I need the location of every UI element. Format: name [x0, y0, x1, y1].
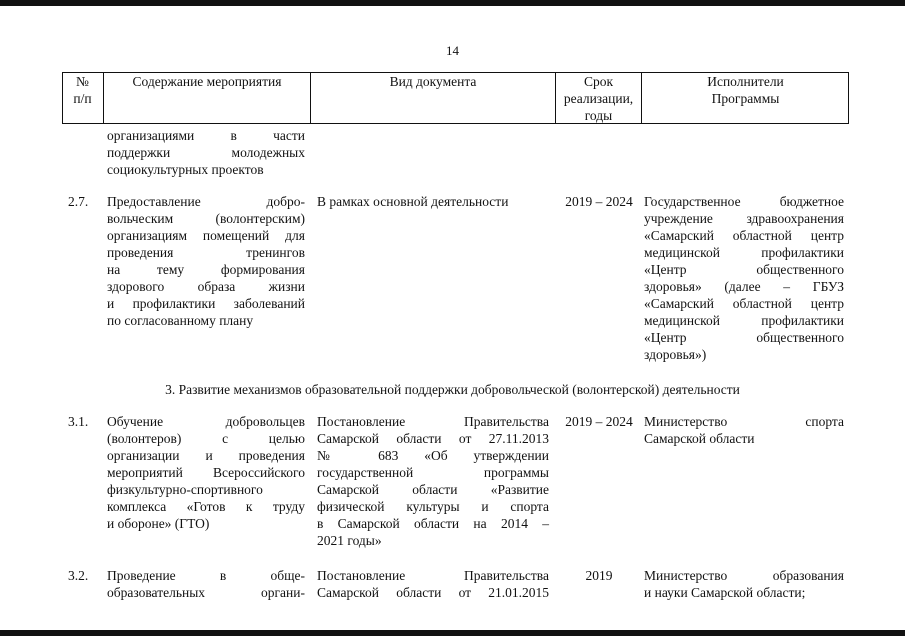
row-content-cell: Предоставление добро- вольческим (волонтерским) организациям помещений для проведения тренингов на тему формирования здорового образа жизни и профилактики заболеваний по согласованному плану — [107, 194, 305, 328]
row-number: 2.7. — [68, 194, 89, 209]
row-document-cell: Постановление Правительства Самарской области от 27.11.2013 № 683 «Об утверждении государственной программы Самарской области «Развитие физической культуры и спорта в Самарской области на 2014 – 2021 годы» — [317, 414, 549, 548]
header-col-exec: Исполнители Программы — [707, 74, 784, 106]
row-document-cell: В рамках основной деятельности — [317, 194, 509, 209]
top-border-rule — [0, 0, 905, 6]
header-col-num: № п/п — [73, 74, 92, 106]
row-number: 3.1. — [68, 414, 89, 429]
row-executor-cell: Министерство образования и науки Самарской области; — [644, 568, 844, 600]
row-content-cell: Проведение в обще- образовательных органи- — [107, 568, 305, 600]
header-col-doc: Вид документа — [389, 74, 477, 89]
row-executor-cell: Министерство спорта Самарской области — [644, 414, 844, 446]
bottom-border-rule — [0, 630, 905, 636]
continued-content-cell: организациями в части поддержки молодежных социокультурных проектов — [107, 128, 305, 177]
row-number: 3.2. — [68, 568, 89, 583]
row-period-cell: 2019 – 2024 — [565, 414, 633, 429]
section-heading: 3. Развитие механизмов образовательной поддержки добровольческой (волонтерской) деятельности — [165, 382, 740, 397]
header-col-content: Содержание мероприятия — [132, 74, 282, 89]
row-content-cell: Обучение добровольцев (волонтеров) с целью организации и проведения мероприятий Всероссийского физкультурно-спортивного комплекса «Готов к труду и обороне» (ГТО) — [107, 414, 305, 531]
header-col-period: Срок реализации, годы — [563, 74, 634, 123]
row-document-cell: Постановление Правительства Самарской области от 21.01.2015 — [317, 568, 549, 600]
row-period-cell: 2019 — [585, 568, 613, 583]
row-period-cell: 2019 – 2024 — [565, 194, 633, 209]
page-number: 14 — [446, 43, 459, 58]
row-executor-cell: Государственное бюджетное учреждение здравоохранения «Самарский областной центр медицинской профилактики «Центр общественного здоровья» (далее – ГБУЗ «Самарский областной центр медицинской профилактики «Центр общественного здоровья») — [644, 194, 844, 362]
